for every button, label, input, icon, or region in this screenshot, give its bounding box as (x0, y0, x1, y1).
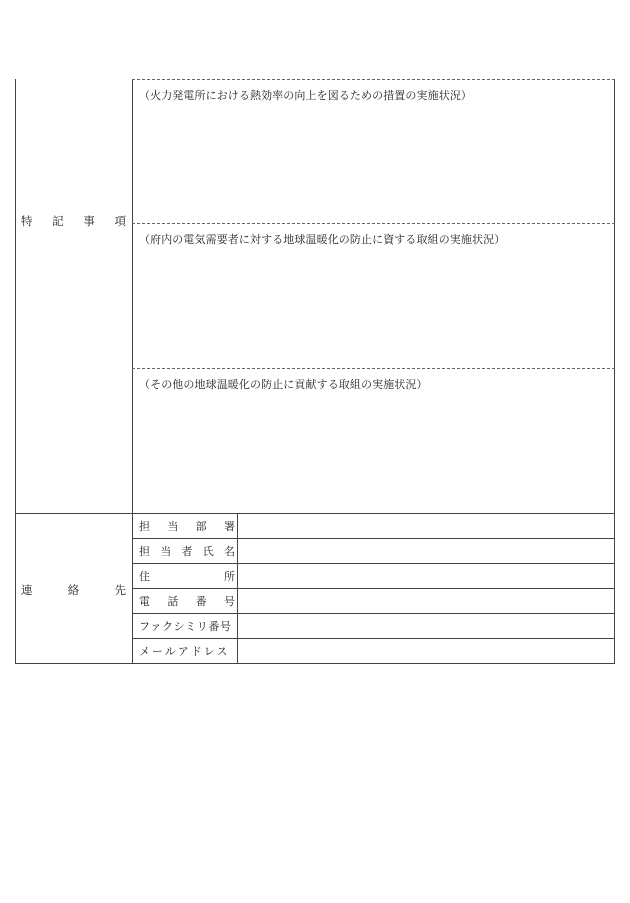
phone-label: 電 話 番 号 (139, 595, 235, 608)
address-label: 住 所 (139, 570, 235, 583)
right-border (614, 79, 615, 664)
demand-side-heading: （府内の電気需要者に対する地球温暖化の防止に資する取組の実施状況） (139, 233, 506, 246)
left-border (15, 79, 16, 664)
report-form (15, 79, 615, 664)
column-divider (132, 79, 133, 664)
bottom-border (15, 663, 615, 664)
contact-label: 連 絡 先 (21, 583, 126, 597)
fax-field[interactable] (241, 614, 611, 638)
email-label: メールアドレス (139, 645, 230, 658)
fax-label: ファクシミリ番号 (139, 620, 232, 633)
special-notes-label: 特 記 事 項 (21, 214, 126, 228)
department-field[interactable] (241, 514, 611, 538)
contact-label-divider (237, 514, 238, 664)
notes-dashed-divider (132, 223, 615, 224)
email-field[interactable] (241, 639, 611, 663)
other-contributions-heading: （その他の地球温暖化の防止に貢献する取組の実施状況） (139, 378, 428, 391)
department-label: 担 当 部 署 (139, 520, 235, 533)
person-in-charge-label: 担 当 者 氏 名 (139, 545, 235, 558)
top-dashed-line (132, 79, 615, 80)
thermal-efficiency-heading: （火力発電所における熱効率の向上を図るための措置の実施状況） (139, 89, 472, 102)
phone-field[interactable] (241, 589, 611, 613)
person-in-charge-field[interactable] (241, 539, 611, 563)
address-field[interactable] (241, 564, 611, 588)
notes-dashed-divider (132, 368, 615, 369)
